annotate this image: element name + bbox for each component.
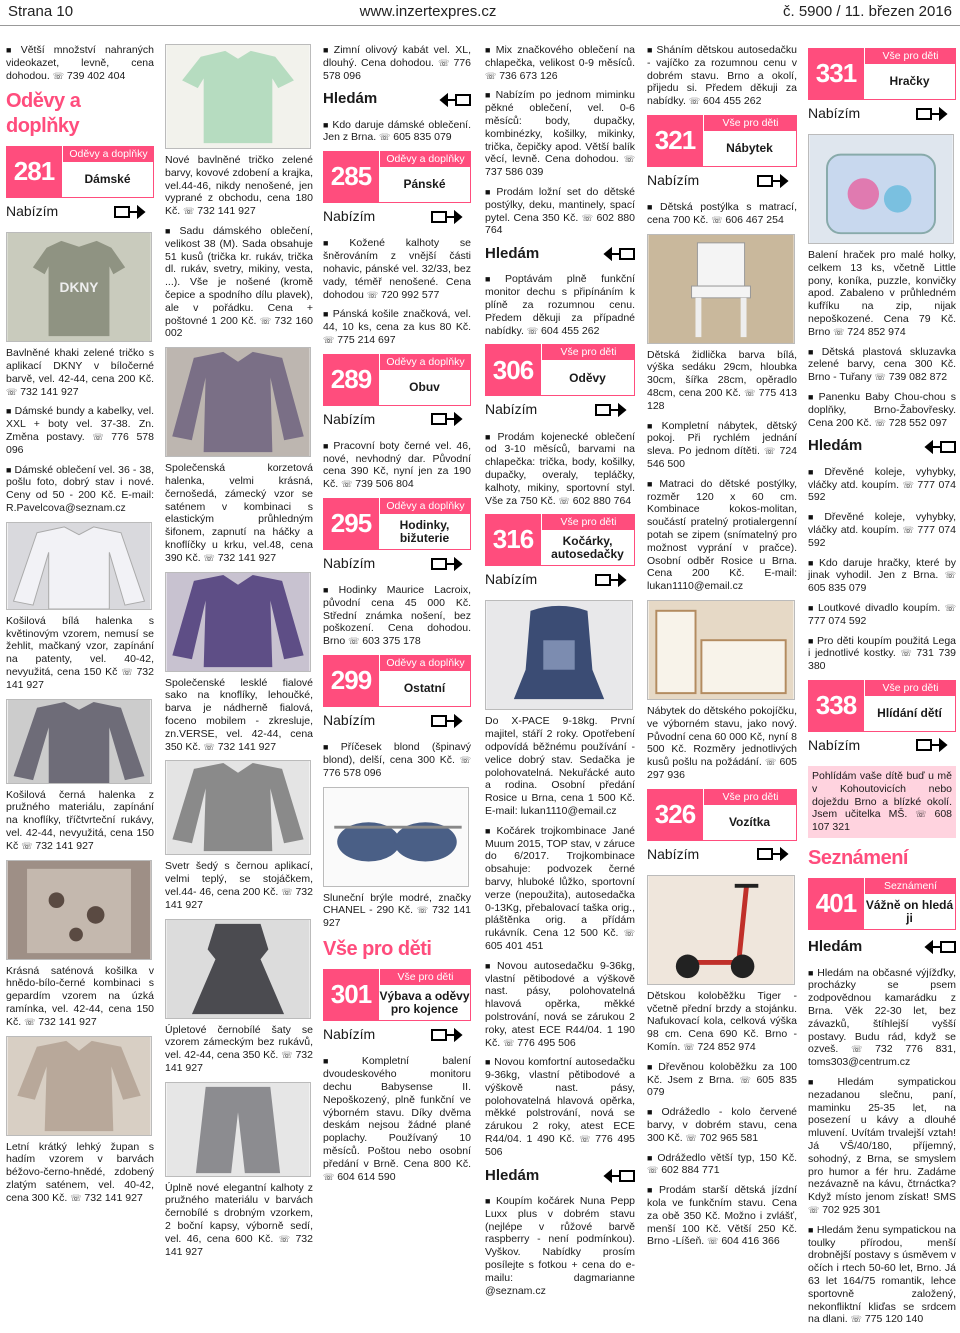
phone-icon: ☏ (647, 1165, 659, 1176)
ad-wanted-car-seat: ■ Sháním dětskou autosedačku - vajíčko za rozumnou cenu v dobrém stavu. Brno a okolí, přijedu si. Předem děkuji za nabídky. ☏ 604 455 262 (647, 44, 797, 108)
category-box-321: 321 Vše pro děti Nábytek (647, 115, 797, 167)
photo-car-seat (485, 600, 633, 710)
photo-dress (165, 919, 311, 1019)
photo-scooter (647, 875, 795, 985)
ad-furniture: Nábytek do dětského pokojíčku, ve výborném stavu, jako nový. Původní cena 60 000 Kč, nyní 8 500 Kč. Rozměry jednotlivých kusů pošlu na požádání. ☏ 605 297 936 (647, 705, 798, 781)
ad-jackets-bags: ■ Dámské bundy a kabelky, vel. XXL + boty vel. 37-38. Zn. Změna postavy. ☏ 776 578 096 (6, 405, 154, 456)
column-6 (808, 44, 956, 1333)
phone-icon: ☏ (323, 334, 335, 345)
phone-icon: ☏ (558, 495, 570, 506)
ad-dating-3: ■ Hledám ženu sympatickou na toulky přírodou, menší drobnější postavy s úsměvem v očích i rtech 50-60 let, Brno. Já 63 let 164/75 romantik, lehce sportovně založený, nekonfliktní kliďas se srdcem na dlani. ☏ 775 120 140 (808, 1224, 956, 1326)
wanted-label: Hledám (485, 1167, 635, 1185)
ad-toy-set: Balení hraček pro malé holky, celkem 13 ks, včetně Little pony, koníka, puzzle, konvičky apod. Zabaleno v průhledném kufříku na zip, nijak nepoškozené. Cena 79 Kč. Brno ☏ 724 852 974 (808, 249, 956, 338)
ad-mens-shirt: ■ Pánská košile značková, vel. 44, 10 ks, cena za kus 80 Kč. ☏ 775 214 697 (323, 308, 471, 346)
ad-baby-clothes: ■ Nabízím po jednom miminku pěkné oblečení, vel. 0-6 měsíců: body, dupačky, kombinézky, košilky, mikinky, trička, čepičky apod. Větší balík věcí, levně. Cena dohodou. ☏ 737 586 039 (485, 89, 635, 179)
ad-wooden-rails-2: ■ Dřevěné koleje, vyhybky, vláčky atd. koupím. ☏ 777 074 592 (808, 511, 956, 549)
phone-icon: ☏ (688, 96, 701, 107)
arrow-right-icon (431, 210, 471, 224)
ad-chair: Dětská židlička barva bílá, výška sedáku 29cm, hloubka 30cm, šířka 28cm, opěradlo 48cm, cena 200 Kč. ☏ 775 413 128 (647, 348, 797, 412)
ad-green-tshirt: Nové bavlněné tričko zelené barvy, kovové zdobení a krajka, vel.44-46, nikdy nenošené, jen vyprané z obchodu, cena 180 Kč. ☏ 732 141 927 (165, 154, 313, 218)
phone-icon: ☏ (685, 1132, 697, 1143)
phone-icon: ☏ (764, 757, 777, 768)
phone-icon: ☏ (203, 552, 215, 563)
ad-dating-2: ■ Hledám sympatickou nezadanou slečnu, paní, maminku 25-35 let, na posezení u kávy a dlouhé mluvení. Uvítám trvalejší vztah! Já VŠ/40/180, příjemný, sohodný, z Brna, se smyslem pro humor a fér hru. Zadáme nezávazně na kávu, čtrnáctka? Když místo jenom získat! SMS ☏ 702 925 301 (808, 1076, 956, 1217)
ad-lego: ■ Pro děti koupím použitá Lega i jednotlivé kostky. ☏ 731 739 380 (808, 635, 956, 673)
ad-doll: ■ Panenku Baby Chou-chou s doplňky, Brno-Žabovřesky. Cena 200 Kč. ☏ 728 552 097 (808, 391, 956, 429)
arrow-right-icon (595, 403, 635, 417)
offer-label: Nabízím (6, 203, 154, 220)
photo-trousers (165, 1082, 311, 1177)
phone-icon: ☏ (900, 648, 912, 659)
offer-label: Nabízím (647, 846, 797, 863)
section-title-clothing: Oděvy a doplňky (6, 90, 81, 137)
ad-donate-toys: ■ Kdo daruje hračky, které by jinak vyhodil. Jen z Brna. ☏ 605 835 079 (808, 557, 956, 595)
offer-label: Nabízím (323, 1026, 471, 1043)
phone-icon: ☏ (459, 754, 471, 765)
ad-videotapes: ■ Větší množství nahraných videokazet, levně, cena dohodou. ☏ 739 402 404 (6, 44, 154, 82)
ad-scooter: Dětskou koloběžku Tiger - včetně přední brzdy a stojánku. Nafukovací kola, celková výška 98 cm. Cena 690 Kč. Brno - Komín. ☏ 724 852 974 (647, 989, 797, 1054)
wanted-label: Hledám (808, 437, 956, 455)
page-number: Strana 10 (8, 3, 74, 21)
phone-icon: ☏ (623, 928, 635, 939)
column-5 (647, 44, 797, 1255)
ad-ladies-clothing: ■ Dámské oblečení vel. 36 - 38, pošlu foto, dobrý stav i nové. Ceny od 50 - 200 Kč. E-mail: R.Pavelcova@seznam.cz (6, 464, 154, 515)
arrow-right-icon (595, 573, 635, 587)
svg-text:DKNY: DKNY (59, 280, 99, 296)
category-box-295: 295 Oděvy a doplňky Hodinky, bižuterie (323, 498, 471, 550)
arrow-right-icon (114, 205, 154, 219)
ad-corset-blouse: Společenská korzetová halenka, velmi krásná, černošedá, zámecký vzor se saténem v kombinaci s elastickým průhledným šifonem, zapnutí na háčky a knoflíčky u krku, vel.48, cena 390 Kč. ☏ 732 141 927 (165, 462, 313, 564)
ad-hairpiece: ■ Příčesek blond (špinavý blond), delší, cena 300 Kč. ☏ 776 578 096 (323, 741, 471, 779)
site-url[interactable]: www.inzertexpres.cz (359, 3, 497, 21)
photo-black-blouse (6, 699, 152, 784)
photo-corset-blouse (165, 347, 311, 457)
phone-icon: ☏ (874, 417, 886, 428)
ad-donate-clothing: ■ Kdo daruje dámské oblečení. Jen z Brna. ☏ 605 835 079 (323, 119, 471, 145)
category-box-306: 306 Vše pro děti Oděvy (485, 344, 635, 396)
offer-label: Nabízím (808, 105, 956, 122)
ad-satin-top: Krásná saténová košilka v hnědo-bílo-černé kombinaci s gepardím vzorem na úzká ramínka, vel. 42-44, cena 150 Kč. ☏ 732 141 927 (6, 964, 154, 1028)
arrow-right-icon (431, 412, 471, 426)
phone-icon: ☏ (851, 1044, 863, 1055)
phone-icon: ☏ (70, 1192, 82, 1203)
ad-robe: Letní krátký lehký župan s hadím vzorem v barvách béžovo-černo-hnědé, zdobený zlatým saténem, vel. 40-42, cena 300 Kč. ☏ 732 141 927 (6, 1140, 154, 1204)
phone-icon: ☏ (874, 372, 886, 383)
offer-label: Nabízím (323, 208, 471, 225)
ad-stroller-jane: ■ Kočárek trojkombinace Jané Muum 2015, TOP stav, v záruce do 6/2017. Trojkombinace obsahuje: podvozek černé barvy, hluboké lůžko, sportovní verze (nepoužita), autosedačka 0-13Kg, přebalovací taška orig., pláštěnka orig. a přídám rukávník. Cena 12 500 Kč. ☏ 605 401 451 (485, 825, 635, 953)
phone-icon: ☏ (6, 386, 18, 397)
column-2 (165, 44, 313, 1265)
ad-sunglasses: Sluneční brýle modré, značky CHANEL - 290 Kč. ☏ 732 141 927 (323, 891, 471, 930)
category-box-316: 316 Vše pro děti Kočárky, autosedačky (485, 514, 635, 566)
phone-icon: ☏ (833, 326, 845, 337)
phone-icon: ☏ (278, 1233, 290, 1244)
ad-dress: Úpletové černobílé šaty se vzorem zámeckým bez rukávů, vel. 42-44, cena 350 Kč. ☏ 732 141 927 (165, 1023, 313, 1074)
phone-icon: ☏ (915, 809, 927, 820)
phone-icon: ☏ (281, 886, 293, 897)
ad-babysitting: Pohlídám vaše dítě buď u mě v Kohoutovicích nebo doježdu Brno a blízké okolí. Jsem učitelka MŠ. ☏ 608 107 321 (808, 766, 956, 838)
phone-icon: ☏ (92, 432, 104, 443)
ad-slide: ■ Dětská plastová skluzavka zelené barvy, cena 300 Kč. Brno - Tuřany ☏ 739 082 872 (808, 346, 956, 384)
phone-icon: ☏ (121, 667, 133, 677)
photo-dkny-tshirt (6, 232, 152, 342)
photo-furniture (647, 600, 795, 700)
ad-brand-mix: ■ Mix značkového oblečení na chlapečka, velikost 0-9 měsíců. ☏ 736 673 126 (485, 44, 635, 82)
phone-icon: ☏ (341, 479, 353, 490)
photo-white-blouse (6, 522, 152, 610)
phone-icon: ☏ (739, 1074, 751, 1085)
phone-icon: ☏ (348, 636, 360, 647)
phone-icon: ☏ (503, 1037, 515, 1048)
phone-icon: ☏ (944, 602, 957, 613)
section-title-kids: Vše pro děti (323, 937, 432, 960)
ad-white-blouse: Košilová bílá halenka s květinovým vzorem, nemusí se žehlit, mačkaný vzor, zapínání na patenty, vel. 40-42, nevyužitá, cena 150 Kč ☏ 732 141 927 (6, 614, 154, 691)
phone-icon: ☏ (808, 1204, 820, 1215)
column-1 (6, 44, 154, 1212)
category-box-281: 281 Oděvy a doplňky Dámské (6, 146, 154, 198)
category-box-301: 301 Vše pro děti Výbava a oděvy pro kojence (323, 969, 471, 1021)
offer-label: Nabízím (323, 411, 471, 428)
ad-leather-trousers: ■ Kožené kalhoty se šněrováním z vnější části nohavic, pánské vel. 32/33, bez vady, téměř nenošené. Cena dohodou ☏ 720 992 577 (323, 237, 471, 301)
ad-x-pace: Do X-PACE 9-18kg. První majitel, stáří 2 roky. Opotřebení odpovídá běžnému používání - velice dobrý stav. Sedačka je polohovatelná. Nekuřácké auto a rodina. Osobní předání Rosice u Brna, cena 1 500 Kč. E-mail: lukan1110@email.cz (485, 715, 635, 817)
arrow-right-icon (431, 1028, 471, 1042)
photo-robe (6, 1036, 152, 1136)
offer-label: Nabízím (485, 571, 635, 588)
ad-dkny-tshirt: Bavlněné khaki zelené tričko s aplikací DKNY v bíločerné barvě, vel. 42-44, cena 200 Kč. ☏ 732 141 927 (6, 347, 154, 398)
phone-icon: ☏ (24, 1016, 36, 1027)
offer-label: Nabízím (647, 172, 797, 189)
phone-icon: ☏ (526, 325, 539, 336)
ad-car-seat-2: ■ Novou komfortní autosedačku 9-36kg, vlastní pětibodové a výškově nast. pásy, polohovatelná hlavová opěrka, měkké polstrování, nová se zárukou 2 roky, atest ECE R44/04. 1 490 Kč. ☏ 776 495 506 (485, 1056, 635, 1158)
category-box-299: 299 Oděvy a doplňky Ostatní (323, 655, 471, 707)
phone-icon: ☏ (416, 905, 429, 916)
phone-icon: ☏ (764, 446, 776, 457)
ad-clothing-set: ■ Sadu dámského oblečení, velikost 38 (M). Sada obsahuje 51 kusů (trička kr. rukáv, trička dl. rukáv, svetry, mikiny, vesta, ...). Vše je nošené (kromě čepice a spodního dílu plavek), ale v pořádku. Cena + poštovné 1 200 Kč. ☏ 732 160 002 (165, 225, 313, 340)
category-box-289: 289 Oděvy a doplňky Obuv (323, 354, 471, 406)
phone-icon: ☏ (323, 1171, 335, 1182)
ad-wooden-rails-1: ■ Dřevěné koleje, vyhybky, vláčky atd. koupím. ☏ 777 074 592 (808, 466, 956, 504)
arrow-left-icon (427, 93, 471, 107)
ad-mattress: ■ Matraci do dětské postýlky, rozměr 120 x 60 cm. Kombinace kokos-molitan, součástí pratelný protialergenní potah se zipem (snímatelný pro možnost vyprání v pračce). Osobní odběr Rosice u Brna. Cena 200 Kč. E-mail: lukan1110@email.cz (647, 478, 797, 593)
section-title-dating: Seznámení (808, 846, 908, 869)
wanted-label: Hledám (808, 938, 956, 956)
phone-icon: ☏ (902, 479, 914, 490)
offer-label: Nabízím (323, 555, 471, 572)
phone-icon: ☏ (902, 524, 914, 535)
photo-toys (808, 134, 954, 244)
ad-dating-1: ■ Hledám na občasné výjížďky, procházky se psem zodpovědnou kamarádku z Brna. Věk 22-30 let, bez závazků, štíhlejší vyšší postavy. Budu rád, když se ozveš. ☏ 732 776 831, toms303@centrum.cz (808, 967, 956, 1069)
ad-wanted-stroller: ■ Koupím kočárek Nuna Pepp Luxx plus v dobrém stavu (nejlépe v růžové barvě raspberry - není podmínkou). Vyškov. Nabídky prosím posílejte s fotkou + cena do e-mailu: dagmarianne @seznam.cz (485, 1195, 635, 1297)
ad-red-balance-bike: ■ Odrážedlo - kolo červené barvy, v dobrém stavu, cena 300 Kč. ☏ 702 965 581 (647, 1106, 797, 1144)
phone-icon: ☏ (183, 206, 195, 217)
offer-label: Nabízím (485, 401, 635, 418)
arrow-right-icon (757, 847, 797, 861)
phone-icon: ☏ (744, 388, 756, 399)
category-box-326: 326 Vše pro děti Vozítka (647, 789, 797, 841)
phone-icon: ☏ (366, 289, 379, 300)
ad-car-seat-1: ■ Novou autosedačku 9-36kg, vlastní pětibodové a výškově nast. pásy, polohovatelná hlavová opěrka, měkké polstrování, nová se zárukou 2 roky, atest ECE R44/04. 1 190 Kč. ☏ 776 495 506 (485, 960, 635, 1050)
photo-sunglasses (323, 787, 469, 887)
ad-crib: ■ Dětská postýlka s matrací, cena 700 Kč. ☏ 606 467 254 (647, 201, 797, 227)
wanted-label: Hledám (323, 90, 471, 108)
phone-icon: ☏ (485, 70, 497, 81)
arrow-right-icon (431, 557, 471, 571)
category-box-401: 401 Seznámení Vážně on hledá ji (808, 878, 956, 930)
phone-icon: ☏ (438, 57, 450, 68)
phone-icon: ☏ (850, 1314, 862, 1325)
issue-info: č. 5900 / 11. březen 2016 (782, 3, 952, 21)
offer-label: Nabízím (323, 712, 471, 729)
arrow-right-icon (757, 174, 797, 188)
photo-satin-top (6, 860, 152, 960)
phone-icon: ☏ (379, 132, 391, 143)
phone-icon: ☏ (711, 214, 723, 225)
ad-wooden-balance-bike: ■ Dřevěnou koloběžku za 100 Kč. Jsem z Brna. ☏ 605 835 079 (647, 1061, 797, 1099)
phone-icon: ☏ (707, 1236, 719, 1247)
ad-work-boots: ■ Pracovní boty černé vel. 46, nové, nevhodný dar. Původní cena 390 Kč, nyní jen za 190 Kč. ☏ 739 506 804 (323, 440, 471, 491)
arrow-left-icon (912, 440, 956, 454)
ad-bedding-set: ■ Prodám ložní set do dětské postýlky, deku, mantinely, spací pytel. Cena 350 Kč. ☏ 602 880 764 (485, 186, 635, 237)
column-3 (323, 44, 471, 1190)
wanted-label: Hledám (485, 245, 635, 263)
phone-icon: ☏ (21, 840, 33, 851)
category-box-285: 285 Oděvy a doplňky Pánské (323, 151, 471, 203)
photo-grey-sweater (165, 760, 311, 855)
arrow-left-icon (591, 247, 635, 261)
category-box-338: 338 Vše pro děti Hlídání dětí (808, 680, 956, 732)
column-4 (485, 44, 635, 1304)
arrow-right-icon (916, 738, 956, 752)
arrow-left-icon (912, 940, 956, 954)
category-box-331: 331 Vše pro děti Hračky (808, 48, 956, 100)
phone-icon: ☏ (259, 315, 272, 326)
arrow-right-icon (916, 107, 956, 121)
ad-trousers: Úplně nové elegantní kalhoty z pružného materiálu v barvách černobílé s drobným vzorkem, 2 boční kapsy, výborně sedí, vel. 46, cena 600 Kč. ☏ 732 141 927 (165, 1181, 313, 1258)
ad-watch: ■ Hodinky Maurice Lacroix, původní cena 45 000 Kč. Střední známka nošení, bez poškození. Cena dohodou. Brno ☏ 603 375 178 (323, 584, 471, 648)
phone-icon: ☏ (683, 1042, 695, 1053)
arrow-left-icon (591, 1169, 635, 1183)
page-header (0, 0, 960, 26)
phone-icon: ☏ (281, 1050, 293, 1061)
phone-icon: ☏ (52, 70, 64, 81)
photo-purple-jacket (165, 572, 311, 672)
ad-grey-sweater: Svetr šedý s černou aplikací, velmi teplý, se stojáčkem, vel.44- 46, cena 200 Kč. ☏ 732 141 927 (165, 860, 313, 911)
phone-icon: ☏ (623, 154, 636, 165)
arrow-right-icon (431, 714, 471, 728)
ad-bigger-balance-bike: ■ Odrážedlo větší typ, 150 Kč. ☏ 602 884 771 (647, 1152, 797, 1178)
ad-black-blouse: Košilová černá halenka z pružného materiálu, zapínání na knoflíky, tříčtvrteční rukávy, vel. 42-44, nevyužitá, cena 150 Kč ☏ 732 141 927 (6, 788, 154, 852)
phone-icon: ☏ (203, 741, 215, 752)
ad-olive-coat: ■ Zimní olivový kabát vel. XL, dlouhý. Cena dohodou. ☏ 776 578 096 (323, 44, 471, 82)
ad-purple-jacket: Společenské lesklé fialové sako na knoflíky, lehoučké, barva je nádherně fialová, foceno mobilem - zkresluje, zn.VERSE, vel. 42-44, cena 350 Kč. ☏ 732 141 927 (165, 676, 313, 753)
phone-icon: ☏ (579, 1134, 591, 1145)
phone-icon: ☏ (944, 570, 956, 581)
photo-green-tshirt (165, 44, 311, 149)
ad-puppet-theatre: ■ Loutkové divadlo koupím. ☏ 777 074 592 (808, 602, 956, 628)
ad-wanted-monitor: ■ Poptávám plně funkční monitor dechu s připínáním k plíně za rozumnou cenu. Předem děkuji za případné nabídky. ☏ 604 455 262 (485, 273, 635, 337)
offer-label: Nabízím (808, 737, 956, 754)
ad-kids-bikes: ■ Prodám starší dětská jízdní kola ve funkčním stavu. Cena za obě 350 Kč. Možno i zvlášť, menší 100 Kč. Větší 250 Kč. Brno -Líšeň. ☏ 604 416 366 (647, 1184, 797, 1248)
ad-infant-clothes: ■ Prodám kojenecké oblečení od 3-10 měsíců, barvami na chlapečka: trička, body, košilky, dupačky, overaly, tepláčky, kalhoty, mikiny, sportovní styl. Vše za 750 Kč. ☏ 602 880 764 (485, 431, 635, 508)
photo-chair (647, 234, 795, 344)
ad-baby-monitor: ■ Kompletní balení dvoudeskového monitoru dechu Babysense II. Nepoškozený, plně funkční ve výborném stavu. Díky dvěma deskám nejsou žádné plané poplachy. Používaný 10 měsíců. Poštou nebo osobní předání v Brně. Cena 800 Kč. ☏ 604 614 590 (323, 1055, 471, 1183)
ad-kids-room: ■ Kompletní nábytek, dětský pokoj. Při rychlém jednání sleva. Po jednom dítěti. ☏ 724 546 500 (647, 420, 797, 471)
phone-icon: ☏ (581, 212, 594, 223)
